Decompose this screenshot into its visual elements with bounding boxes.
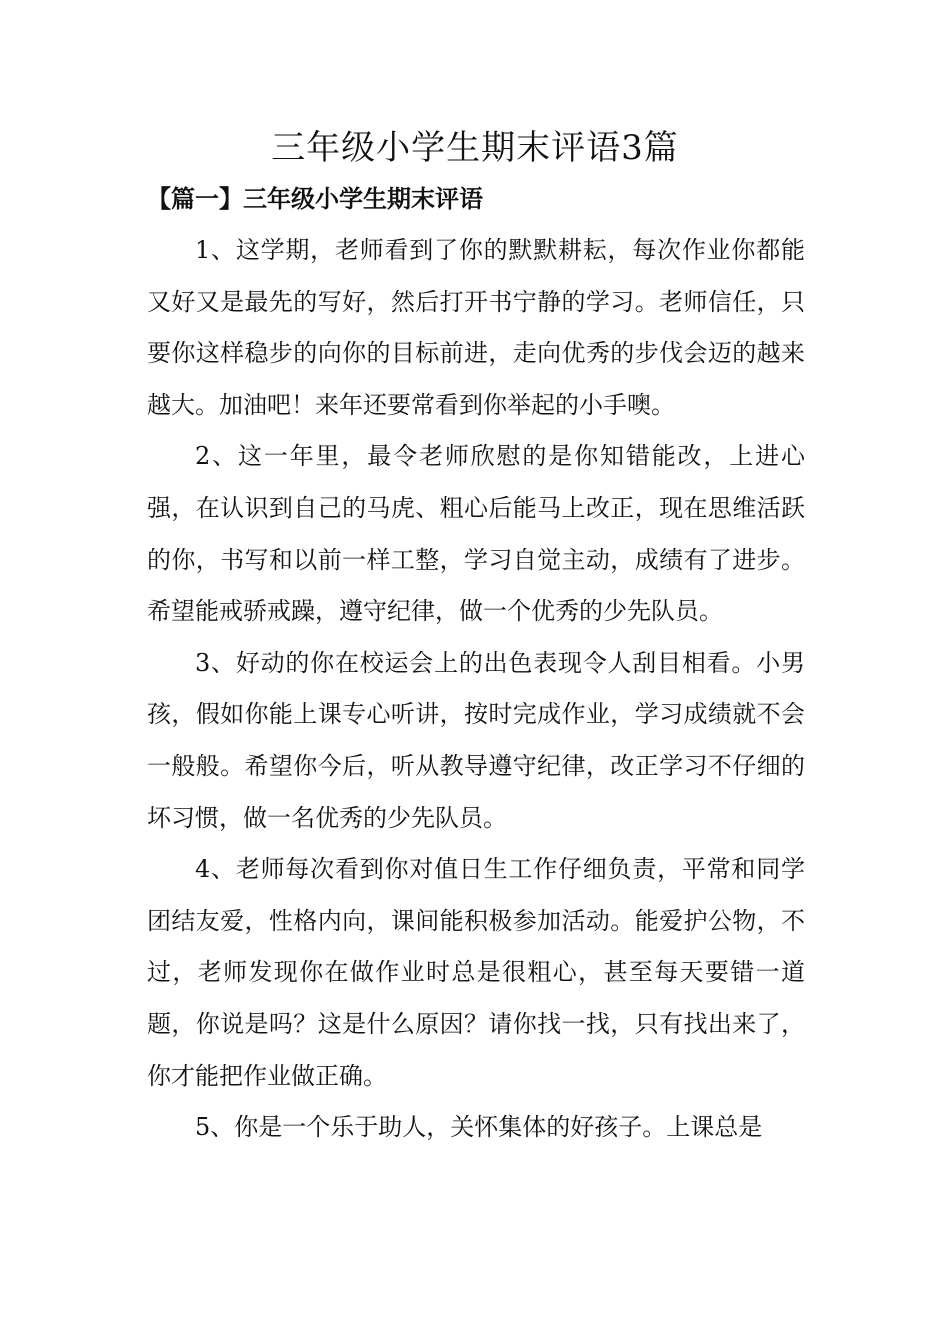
document-body — [147, 225, 805, 1154]
paragraph-3: 3、好动的你在校运会上的出色表现令人刮目相看。小男孩，假如你能上课专心听讲，按时完成作业，学习成绩就不会一般般。希望你今后，听从教导遵守纪律，改正学习不仔细的坏习惯，做一名优秀的少先队员。 — [147, 648, 805, 832]
paragraph-5: 5、你是一个乐于助人，关怀集体的好孩子。上课总是 — [195, 1113, 763, 1142]
section-heading: 【篇一】三年级小学生期末评语 — [147, 184, 483, 213]
paragraph-1: 1、这学期，老师看到了你的默默耕耘，每次作业你都能又好又是最先的写好，然后打开书宁静的学习。老师信任，只要你这样稳步的向你的目标前进，走向优秀的步伐会迈的越来越大。加油吧！来年还要常看到你举起的小手噢。 — [147, 236, 805, 419]
document-title: 三年级小学生期末评语3篇 — [271, 128, 679, 168]
paragraph-2: 2、这一年里，最令老师欣慰的是你知错能改，上进心强，在认识到自己的马虎、粗心后能马上改正，现在思维活跃的你，书写和以前一样工整，学习自觉主动，成绩有了进步。希望能戒骄戒躁，遵守纪律，做一个优秀的少先队员。 — [147, 442, 805, 626]
paragraph-4: 4、老师每次看到你对值日生工作仔细负责，平常和同学团结友爱，性格内向，课间能积极参加活动。能爱护公物，不过，老师发现你在做作业时总是很粗心，甚至每天要错一道题，你说是吗？这是什么原因？请你找一找，只有找出来了，你才能把作业做正确。 — [147, 855, 805, 1090]
